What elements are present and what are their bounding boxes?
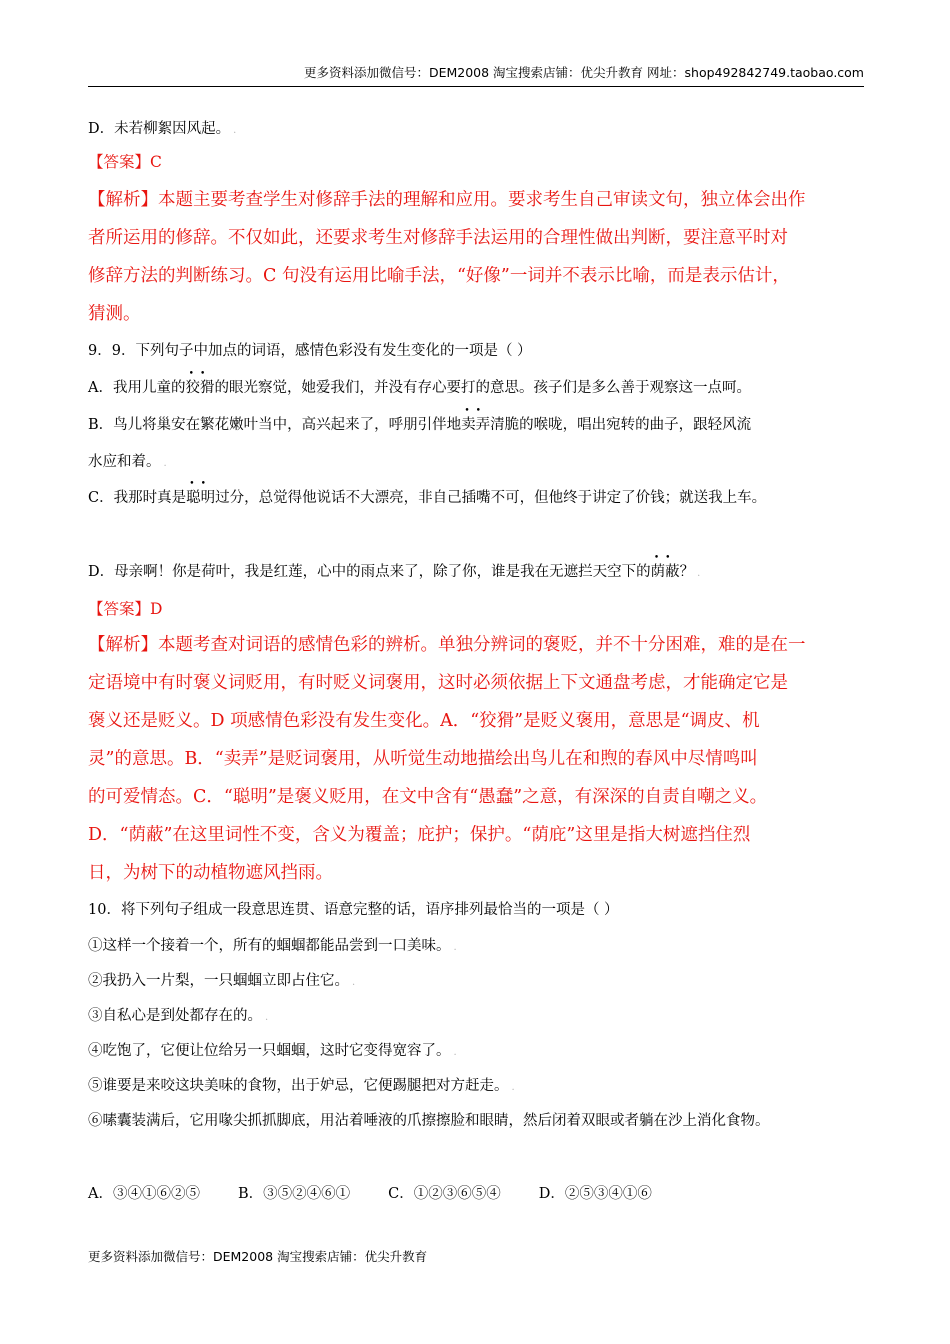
q10-sentence-6: ⑥嗉囊装满后，它用喙尖抓抓脚底，用沾着唾液的爪擦擦脸和眼睛，然后闭着双眼或者躺在沙上消化食物。 (88, 1113, 770, 1129)
q9-a-dotted-word: •• 狡猾 (185, 380, 214, 396)
paragraph-mark: . (233, 125, 237, 136)
page-header: 更多资料添加微信号：DEM2008 淘宝搜索店铺：优尖升教育 网址：shop492842749.taobao.com (88, 64, 864, 87)
q8-option-d (88, 117, 236, 138)
q9-analysis-line-1: 【解析】本题考查对词语的感情色彩的辨析。单独分辨词的褒贬，并不十分困难，难的是在一 (88, 635, 806, 655)
q9-c-text-pre: C．我那时真是 (88, 490, 187, 506)
paragraph-mark: . (352, 977, 356, 988)
q10-option-d: D．②⑤③④①⑥ (538, 1186, 652, 1202)
q9-analysis-line-4: 灵”的意思。B．“卖弄”是贬词褒用，从听觉生动地描绘出鸟儿在和煦的春风中尽情鸣叫 (88, 749, 758, 769)
q9-option-b-line-2 (88, 450, 167, 471)
q10-sentence-2 (88, 969, 355, 990)
q9-c-dotted-word: •• 聪明 (186, 490, 215, 506)
q9-d-text-post: ？ (679, 564, 695, 580)
q9-b-line2-text: 水应和着。 (88, 454, 161, 470)
q10-sentence-3-text: ③自私心是到处都存在的。 (88, 1008, 262, 1024)
q9-analysis-line-5: 的可爱情态。C．“聪明”是褒义贬用，在文中含有“愚蠢”之意，有深深的自责自嘲之义。 (88, 787, 768, 807)
q9-stem: 9．9．下列句子中加点的词语，感情色彩没有发生变化的一项是（ ） (88, 343, 532, 359)
q9-b-dotted-word: •• 卖弄 (461, 417, 490, 433)
paragraph-mark: . (511, 1082, 515, 1093)
q10-sentence-1-text: ①这样一个接着一个，所有的蝈蝈都能品尝到一口美味。 (88, 938, 451, 954)
q10-option-a: A．③④①⑥②⑤ (88, 1186, 200, 1202)
page-footer: 更多资料添加微信号：DEM2008 淘宝搜索店铺：优尖升教育 (88, 1249, 428, 1264)
q9-b-text-pre: B．鸟儿将巢安在繁花嫩叶当中，高兴起来了，呼朋引伴地 (88, 417, 462, 433)
paragraph-mark: . (265, 1012, 269, 1023)
q9-analysis-line-2: 定语境中有时褒义词贬用，有时贬义词褒用，这时必须依据上下文通盘考虑，才能确定它是 (88, 673, 788, 693)
q9-b-text-post: 清脆的喉咙，唱出宛转的曲子，跟轻风流 (490, 417, 752, 433)
q10-sentence-2-text: ②我扔入一片梨，一只蝈蝈立即占住它。 (88, 973, 349, 989)
q9-option-c (88, 486, 766, 507)
q10-option-b: B．③⑤②④⑥① (237, 1186, 351, 1202)
q10-sentence-4 (88, 1039, 457, 1060)
q9-d-text-pre: D．母亲啊！你是荷叶，我是红莲，心中的雨点来了，除了你，谁是我在无遮拦天空下的 (88, 564, 651, 580)
q9-a-text-post: 的眼光察觉，她爱我们，并没有存心要打的意思。孩子们是多么善于观察这一点呵。 (214, 380, 751, 396)
paragraph-mark: . (697, 568, 701, 579)
paragraph-mark: . (453, 942, 457, 953)
paragraph-mark: . (163, 458, 167, 469)
q9-a-text-pre: A．我用儿童的 (88, 380, 186, 396)
q8-analysis-line-2: 者所运用的修辞。不仅如此，还要求考生对修辞手法运用的合理性做出判断，要注意平时对 (88, 228, 788, 248)
q10-option-c: C．①②③⑥⑤④ (388, 1186, 501, 1202)
q9-option-d (88, 560, 700, 581)
q8-analysis-line-3: 修辞方法的判断练习。C 句没有运用比喻手法，“好像”一词并不表示比喻，而是表示估计， (88, 266, 790, 286)
q10-sentence-4-text: ④吃饱了，它便让位给另一只蝈蝈，这时它变得宽容了。 (88, 1043, 451, 1059)
q8-analysis-line-4: 猜测。 (88, 304, 141, 324)
q10-sentence-5 (88, 1074, 515, 1095)
q9-option-b (88, 413, 751, 434)
q9-answer: 【答案】D (88, 600, 163, 618)
q9-analysis-line-3: 褒义还是贬义。D 项感情色彩没有发生变化。A．“狡猾”是贬义褒用，意思是“调皮、机 (88, 711, 760, 731)
q9-d-dotted-word: •• 荫蔽 (651, 564, 680, 580)
q8-analysis-line-1: 【解析】本题主要考查学生对修辞手法的理解和应用。要求考生自己审读文句，独立体会出作 (88, 190, 806, 210)
q10-stem: 10．将下列句子组成一段意思连贯、语意完整的话，语序排列最恰当的一项是（ ） (88, 902, 619, 918)
q8-option-d-text: D．未若柳絮因风起。 (88, 121, 231, 137)
q9-analysis-line-6: D．“荫蔽”在这里词性不变，含义为覆盖；庇护；保护。“荫庇”这里是指大树遮挡住烈 (88, 825, 751, 845)
q10-sentence-5-text: ⑤谁要是来咬这块美味的食物，出于妒忌，它便踢腿把对方赶走。 (88, 1078, 509, 1094)
q9-c-text-post: 过分，总觉得他说话不大漂亮，非自己插嘴不可，但他终于讲定了价钱；就送我上车。 (215, 490, 767, 506)
q10-options (88, 1182, 690, 1203)
q10-sentence-1 (88, 934, 457, 955)
q10-sentence-3 (88, 1004, 268, 1025)
q9-option-a (88, 376, 751, 397)
q9-analysis-line-7: 日，为树下的动植物遮风挡雨。 (88, 863, 333, 883)
paragraph-mark: . (453, 1047, 457, 1058)
q8-answer: 【答案】C (88, 153, 162, 171)
